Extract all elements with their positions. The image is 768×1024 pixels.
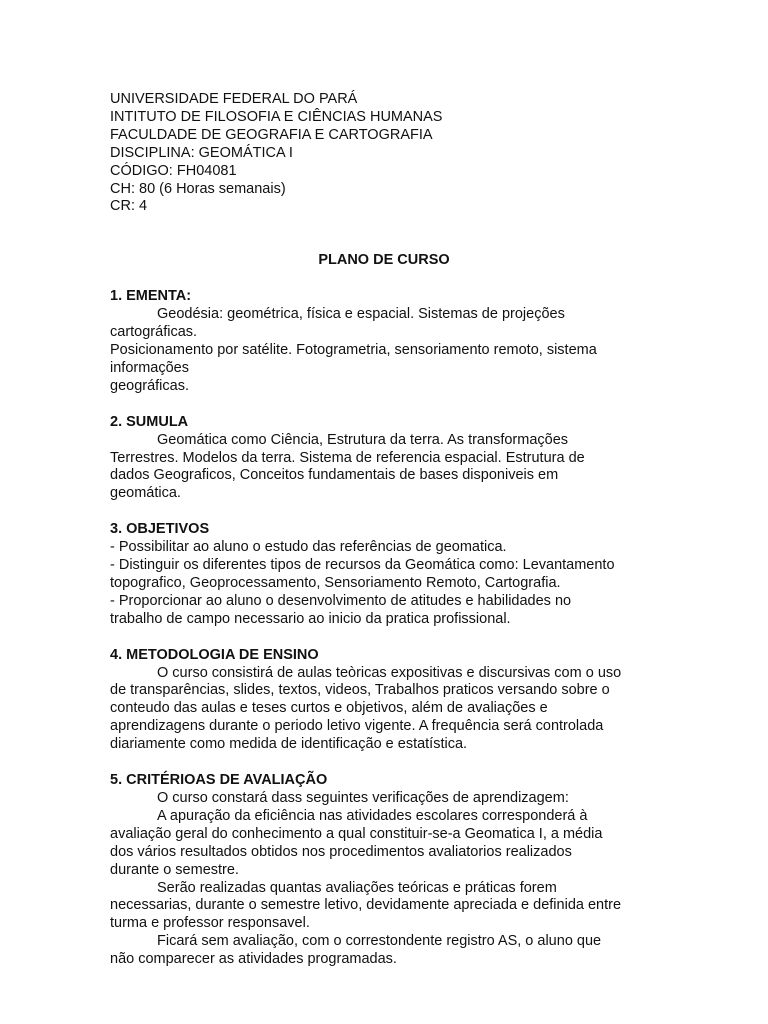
section-line: Terrestres. Modelos da terra. Sistema de referencia espacial. Estrutura de: [110, 449, 585, 466]
section-line: Posicionamento por satélite. Fotogrametria, sensoriamento remoto, sistema: [110, 341, 597, 358]
university-name: UNIVERSIDADE FEDERAL DO PARÁ: [110, 91, 358, 107]
document-title: PLANO DE CURSO: [318, 252, 450, 269]
section-line: - Possibilitar ao aluno o estudo das referências de geomatica.: [110, 539, 507, 556]
section-heading: 4. METODOLOGIA DE ENSINO: [110, 646, 319, 663]
section-heading: 3. OBJETIVOS: [110, 521, 210, 538]
section-line: informações: [110, 359, 189, 376]
faculty-name: FACULDADE DE GEOGRAFIA E CARTOGRAFIA: [110, 126, 433, 143]
section-sumula: [110, 414, 658, 504]
section-line: cartográficas.: [110, 324, 198, 341]
section-line: geomática.: [110, 485, 181, 502]
section-line: necessarias, durante o semestre letivo, devidamente apreciada e definida entre: [110, 897, 622, 914]
section-line: dos vários resultados obtidos nos procedimentos avaliatorios realizados: [110, 843, 572, 860]
section-line: - Proporcionar ao aluno o desenvolvimento de atitudes e habilidades no: [110, 592, 572, 609]
section-line: Serão realizadas quantas avaliações teóricas e práticas forem: [157, 879, 557, 896]
section-objetivos: [110, 521, 658, 628]
section-line: dados Geograficos, Conceitos fundamentais de bases disponiveis em: [110, 467, 559, 484]
section-line: durante o semestre.: [110, 861, 239, 878]
section-line: diariamente como medida de identificação e estatística.: [110, 736, 468, 753]
section-heading: 5. CRITÉRIOAS DE AVALIAÇÃO: [110, 772, 328, 789]
section-line: O curso consistirá de aulas teòricas expositivas e discursivas com o uso: [157, 664, 622, 681]
document-page: [110, 91, 658, 969]
course-hours: CH: 80 (6 Horas semanais): [110, 180, 286, 197]
section-line: aprendizagens durante o periodo letivo vigente. A frequência será controlada: [110, 718, 604, 735]
section-line: Ficará sem avaliação, com o correstondente registro AS, o aluno que: [157, 933, 602, 950]
section-line: Geodésia: geométrica, física e espacial. Sistemas de projeções: [157, 306, 565, 323]
section-line: - Distinguir os diferentes tipos de recursos da Geomática como: Levantamento: [110, 557, 615, 574]
section-line: geográficas.: [110, 377, 189, 394]
section-line: não comparecer as atividades programadas.: [110, 951, 397, 968]
course-code: CÓDIGO: FH04081: [110, 162, 237, 179]
section-line: de transparências, slides, textos, videos, Trabalhos praticos versando sobre o: [110, 682, 610, 699]
section-line: A apuração da eficiência nas atividades escolares corresponderá à: [157, 807, 588, 824]
institute-name: INTITUTO DE FILOSOFIA E CIÊNCIAS HUMANAS: [110, 108, 443, 125]
section-heading: 1. EMENTA:: [110, 288, 192, 305]
section-line: turma e professor responsavel.: [110, 915, 310, 932]
section-line: Geomática como Ciência, Estrutura da terra. As transformações: [157, 431, 569, 448]
section-ementa: [110, 288, 658, 395]
section-metodologia: [110, 647, 658, 754]
document-header: [110, 91, 658, 216]
section-line: topografico, Geoprocessamento, Sensoriamento Remoto, Cartografia.: [110, 574, 561, 591]
section-avaliacao: [110, 772, 658, 969]
discipline-name: DISCIPLINA: GEOMÁTICA I: [110, 144, 293, 161]
course-credits: CR: 4: [110, 198, 148, 215]
section-line: O curso constará dass seguintes verificações de aprendizagem:: [157, 790, 569, 806]
section-line: conteudo das aulas e teses curtos e objetivos, além de avaliações e: [110, 700, 548, 717]
section-line: trabalho de campo necessario ao inicio da pratica profissional.: [110, 610, 511, 627]
section-line: avaliação geral do conhecimento a qual constituir-se-a Geomatica I, a média: [110, 825, 603, 842]
section-heading: 2. SUMULA: [110, 413, 189, 430]
